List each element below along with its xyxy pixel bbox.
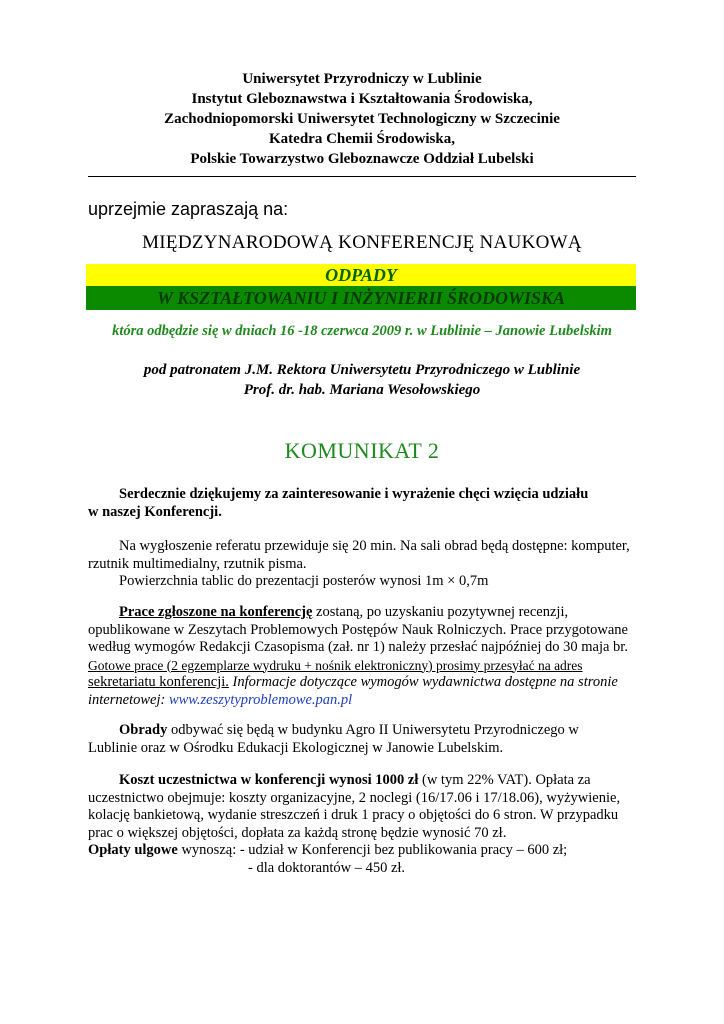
talks-line1: Na wygłoszenie referatu przewiduje się 20 min. Na sali obrad będą dostępne: komputer, xyxy=(119,538,630,554)
papers-line1-rest: zostaną, po uzyskaniu pozytywnej recenzji, xyxy=(312,604,569,620)
patronage-line2: Prof. dr. hab. Mariana Wesołowskiego xyxy=(243,382,481,398)
cost-line4: prac o większej objętości, dopłata za każdą stronę będzie wynosić 70 zł. xyxy=(88,824,507,841)
papers-lead: Prace zgłoszone na konferencję xyxy=(119,604,313,620)
thanks-line2: w naszej Konferencji. xyxy=(88,503,222,520)
invitation-text: uprzejmie zapraszają na: xyxy=(88,199,289,219)
papers-paragraph xyxy=(88,604,636,709)
header-department: Katedra Chemii Środowiska, xyxy=(269,131,455,147)
venue-line1-rest: odbywać się będą w budynku Agro II Uniwersytetu Przyrodniczego w xyxy=(167,722,579,738)
cost-line2: uczestnictwo obejmuje: koszty organizacyjne, 2 noclegi (16/17.06 i 17/18.06), wyżywienie, xyxy=(88,789,621,806)
venue-lead: Obrady xyxy=(119,722,168,738)
papers-line5 xyxy=(88,674,636,692)
reduced-fees-lead: Opłaty ulgowe xyxy=(88,842,178,858)
talks-paragraph xyxy=(88,538,636,591)
header-institute: Instytut Gleboznawstwa i Kształtowania Środowiska, xyxy=(191,91,533,107)
venue-paragraph xyxy=(88,722,636,757)
cost-lead: Koszt uczestnictwa w konferencji wynosi 1000 zł xyxy=(119,772,419,788)
conference-title-line1: ODPADY xyxy=(86,264,636,286)
papers-internet-label: internetowej: xyxy=(88,691,169,708)
website-link[interactable]: www.zeszytyproblemowe.pan.pl xyxy=(168,691,353,708)
header-society: Polskie Towarzystwo Gleboznawcze Oddział Lubelski xyxy=(190,151,534,167)
cost-line1 xyxy=(88,772,636,790)
cost-line1-rest: (w tym 22% VAT). Opłata za xyxy=(418,772,591,788)
thanks-line1: Serdecznie dziękujemy za zainteresowanie i wyrażenie chęci wzięcia udziału xyxy=(119,486,589,502)
papers-line2: opublikowane w Zeszytach Problemowych Postępów Nauk Rolniczych. Prace przygotowane xyxy=(88,621,628,638)
thanks-paragraph xyxy=(88,486,636,521)
reduced-fees-line2: - dla doktorantów – 450 zł. xyxy=(248,859,406,876)
communique-heading: KOMUNIKAT 2 xyxy=(284,438,440,463)
papers-line6 xyxy=(88,692,636,710)
venue-line1 xyxy=(88,722,636,740)
venue-line2: Lublinie oraz w Ośrodku Edukacji Ekologicznej w Janowie Lubelskim. xyxy=(88,739,504,756)
reduced-fees-rest: wynoszą: - udział w Konferencji bez publikowania pracy – 600 zł; xyxy=(177,842,568,858)
conference-dates: która odbędzie się w dniach 16 -18 czerwca 2009 r. w Lublinie – Janowie Lubelskim xyxy=(112,323,612,339)
conference-title-line2: W KSZTAŁTOWANIU I INŻYNIERII ŚRODOWISKA xyxy=(86,286,636,310)
papers-line4: Gotowe prace (2 egzemplarze wydruku + nośnik elektroniczny) prosimy przesyłać na adres xyxy=(88,657,583,673)
papers-line1 xyxy=(88,604,636,622)
cost-line3: kolację bankietową, wydanie streszczeń i druk 1 pracy o objętości do 6 stron. W przypadku xyxy=(88,807,619,823)
papers-info: Informacje dotyczące wymogów wydawnictwa dostępne na stronie xyxy=(228,674,618,690)
header-university-lublin: Uniwersytet Przyrodniczy w Lublinie xyxy=(242,71,482,87)
talks-line2: rzutnik multimedialny, rzutnik pisma. xyxy=(88,555,307,572)
talks-line3: Powierzchnia tablic do prezentacji posterów wynosi 1m × 0,7m xyxy=(119,573,489,589)
header-divider xyxy=(88,176,636,177)
papers-line3: według wymogów Redakcji Czasopisma (zał. nr 1) należy przesłać najpóźniej do 30 maja br. xyxy=(88,639,628,655)
cost-paragraph xyxy=(88,772,636,877)
reduced-fees-line1 xyxy=(88,842,636,860)
patronage-line1: pod patronatem J.M. Rektora Uniwersytetu Przyrodniczego w Lublinie xyxy=(143,362,581,378)
header-university-szczecin: Zachodniopomorski Uniwersytet Technologiczny w Szczecinie xyxy=(164,111,560,127)
papers-secretariat: sekretariatu konferencji. xyxy=(88,674,229,690)
conference-type: MIĘDZYNARODOWĄ KONFERENCJĘ NAUKOWĄ xyxy=(142,232,582,253)
